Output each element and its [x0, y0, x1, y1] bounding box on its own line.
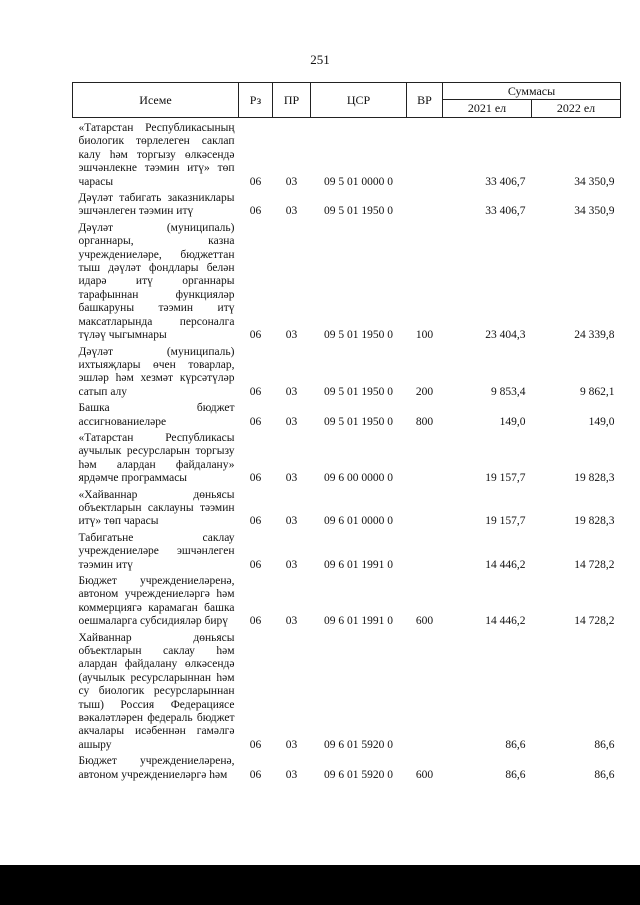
row-sum-2022: 14 728,2 — [574, 615, 615, 628]
row-csr: 09 5 01 1950 0 — [324, 329, 393, 342]
row-sum-2021: 14 446,2 — [485, 558, 526, 571]
row-name: Дәүләт (муниципаль) ихтыяҗлары өчен товарлар, эшләр һәм хезмәт күрсәтүләр сатып алу — [78, 345, 235, 398]
row-csr: 09 6 01 1991 0 — [324, 615, 393, 628]
row-rz: 06 — [249, 515, 262, 528]
table-row — [73, 629, 621, 753]
table-row — [73, 118, 621, 190]
row-sum-2022: 34 350,9 — [574, 175, 615, 188]
row-sum-2022: 86,6 — [594, 768, 615, 781]
row-sum-2022: 149,0 — [588, 415, 615, 428]
row-pr: 03 — [285, 738, 298, 751]
row-pr: 03 — [285, 558, 298, 571]
row-pr: 03 — [285, 205, 298, 218]
row-vr — [407, 189, 443, 219]
row-sum-2022: 24 339,8 — [574, 329, 615, 342]
row-name: Хайваннар дөньясы объектларын саклау һәм алардан файдалану өлкәсендә (аучылык ресурсларыннан һәм су биологик ресурсларыннан тыш) Россия Федерациясе вәкаләтләрен федераль бюджет акчалары исәбеннән гамәлгә ашыру — [78, 631, 235, 751]
table-header — [73, 83, 621, 118]
row-sum-2021: 86,6 — [505, 768, 526, 781]
row-vr: 100 — [415, 329, 434, 342]
row-name: Дәүләт (муниципаль) органнары, казна учреждениеләре, бюджеттан тыш дәүләт фондлары белән идарә итү органнары тарафыннан функцияләр башкаруны тәэмин итү максатларында персоналга түләү чыгымнары — [78, 221, 235, 342]
row-vr: 200 — [415, 385, 434, 398]
row-sum-2021: 19 157,7 — [485, 515, 526, 528]
row-vr — [407, 429, 443, 486]
row-rz: 06 — [249, 615, 262, 628]
row-csr: 09 5 01 0000 0 — [324, 175, 393, 188]
row-name: Бюджет учреждениеләренә, автоном учреждениеләргә һәм коммерциягә карамаган башка оешмаларга субсидияләр бирү — [78, 575, 235, 628]
budget-table-container — [72, 82, 620, 782]
row-sum-2021: 14 446,2 — [485, 615, 526, 628]
row-rz: 06 — [249, 415, 262, 428]
row-sum-2022: 19 828,3 — [574, 515, 615, 528]
header-csr: ЦСР — [311, 83, 407, 118]
scan-bottom-border — [0, 865, 640, 905]
row-csr: 09 5 01 1950 0 — [324, 205, 393, 218]
row-pr: 03 — [285, 768, 298, 781]
header-pr: ПР — [273, 83, 311, 118]
row-name: Дәүләт табигать заказниклары эшчәнлеген тәэмин итү — [78, 192, 235, 218]
header-name: Исеме — [73, 83, 239, 118]
table-row — [73, 752, 621, 782]
row-csr: 09 6 00 0000 0 — [324, 472, 393, 485]
row-pr: 03 — [285, 615, 298, 628]
row-sum-2021: 33 406,7 — [485, 175, 526, 188]
row-vr: 600 — [415, 615, 434, 628]
row-sum-2022: 14 728,2 — [574, 558, 615, 571]
table-row — [73, 572, 621, 629]
row-sum-2022: 9 862,1 — [580, 385, 615, 398]
row-rz: 06 — [249, 205, 262, 218]
table-row — [73, 486, 621, 529]
row-name: Бюджет учреждениеләренә, автоном учреждениеләргә һәм — [78, 755, 235, 781]
row-sum-2021: 149,0 — [499, 415, 526, 428]
page-number: 251 — [310, 52, 330, 67]
table-row — [73, 343, 621, 400]
row-csr: 09 5 01 1950 0 — [324, 415, 393, 428]
row-rz: 06 — [249, 329, 262, 342]
row-sum-2022: 86,6 — [594, 738, 615, 751]
row-vr — [407, 529, 443, 572]
row-vr: 800 — [415, 415, 434, 428]
row-vr: 600 — [415, 768, 434, 781]
row-sum-2022: 34 350,9 — [574, 205, 615, 218]
header-vr: ВР — [407, 83, 443, 118]
row-csr: 09 5 01 1950 0 — [324, 385, 393, 398]
row-sum-2021: 33 406,7 — [485, 205, 526, 218]
row-name: «Хайваннар дөньясы объектларын саклауны тәэмин итү» төп чарасы — [78, 488, 235, 528]
table-row — [73, 219, 621, 343]
row-sum-2021: 23 404,3 — [485, 329, 526, 342]
row-rz: 06 — [249, 472, 262, 485]
row-rz: 06 — [249, 558, 262, 571]
table-row — [73, 429, 621, 486]
table-row — [73, 189, 621, 219]
row-rz: 06 — [249, 768, 262, 781]
row-pr: 03 — [285, 175, 298, 188]
row-name: «Татарстан Республикасы аучылык ресурсларын торгызу һәм алардан файдалану» ярдәмче программасы — [78, 431, 235, 485]
row-rz: 06 — [249, 385, 262, 398]
row-sum-2021: 9 853,4 — [491, 385, 526, 398]
row-rz: 06 — [249, 738, 262, 751]
row-name: Башка бюджет ассигнованиеләре — [78, 402, 235, 428]
row-csr: 09 6 01 5920 0 — [324, 738, 393, 751]
table-row — [73, 399, 621, 429]
row-sum-2022: 19 828,3 — [574, 472, 615, 485]
row-vr — [407, 629, 443, 753]
budget-table — [72, 82, 621, 782]
row-rz: 06 — [249, 175, 262, 188]
header-sums: Суммасы — [443, 83, 621, 100]
table-row — [73, 529, 621, 572]
row-name: Табигатьне саклау учреждениеләре эшчәнлеген тәэмин итү — [78, 531, 235, 571]
header-rz: Рз — [239, 83, 273, 118]
row-pr: 03 — [285, 385, 298, 398]
row-pr: 03 — [285, 415, 298, 428]
row-csr: 09 6 01 5920 0 — [324, 768, 393, 781]
row-sum-2021: 19 157,7 — [485, 472, 526, 485]
row-csr: 09 6 01 0000 0 — [324, 515, 393, 528]
row-vr — [407, 486, 443, 529]
row-pr: 03 — [285, 515, 298, 528]
table-body — [73, 118, 621, 783]
header-year-2021: 2021 ел — [443, 100, 532, 118]
header-year-2022: 2022 ел — [532, 100, 621, 118]
row-sum-2021: 86,6 — [505, 738, 526, 751]
row-name: «Татарстан Республикасының биологик төрлелеген саклап калу һәм торгызу өлкәсендә эшчәнлекне тәэмин итү» төп чарасы — [78, 122, 235, 188]
row-pr: 03 — [285, 329, 298, 342]
row-vr — [407, 118, 443, 190]
row-pr: 03 — [285, 472, 298, 485]
row-csr: 09 6 01 1991 0 — [324, 558, 393, 571]
